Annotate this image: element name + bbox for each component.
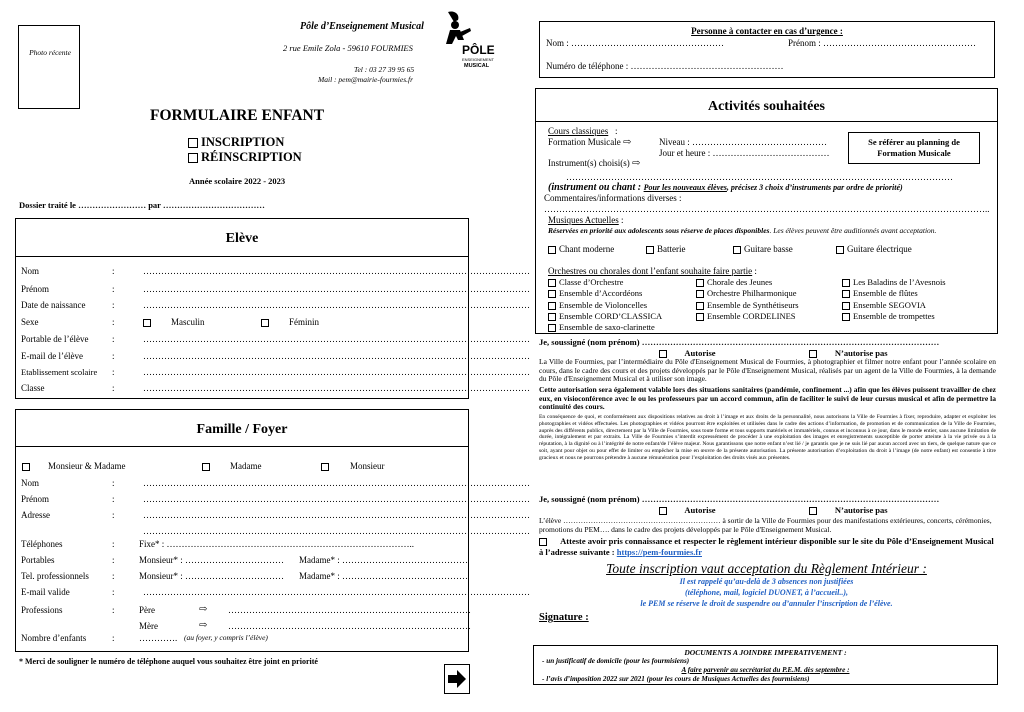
planning-note-text: Se référer au planning de Formation Musicale [868, 137, 960, 158]
checkbox-icon[interactable] [548, 279, 556, 287]
photo-box [18, 25, 80, 109]
mere-label: Mère [139, 621, 158, 631]
masculin-option[interactable] [143, 317, 154, 327]
portable-monsieur[interactable]: Monsieur* : …………………………… [139, 555, 284, 565]
orch-item[interactable]: Chorale des Jeunes [696, 277, 799, 288]
org-address: 2 rue Emile Zola - 59610 FOURMIES [283, 43, 413, 53]
comments-label: Commentaires/informations diverses : [544, 193, 682, 203]
checkbox-icon[interactable] [842, 279, 850, 287]
field-label: Portables [21, 555, 55, 565]
planning-note [848, 132, 980, 164]
fm-label: Formation Musicale [548, 137, 621, 147]
autorisation-p2: Cette autorisation sera également valable lors des situations sanitaires (pandémie, confinement ...) afin que les élèves puissent travailler de chez eux, en visioconférence avec le ou les professeurs par un accord commun, afin de faciliter le suivi de leur cursus musical et afin de permettre la continuité des cours. [539, 385, 996, 411]
madame-label: Madame [230, 461, 262, 471]
documents-line-2: A faire parvenir au secrétariat du P.E.M. dès septembre : [681, 666, 850, 674]
checkbox-icon[interactable] [548, 246, 556, 254]
checkbox-icon[interactable] [548, 290, 556, 298]
urgence-nom[interactable]: Nom : …………………………………………… [546, 38, 725, 48]
org-mail: Mail : pem@mairie-fourmies.fr [318, 75, 414, 84]
enfants-value[interactable]: …………. [139, 633, 178, 643]
ma-chant[interactable]: Chant moderne [548, 244, 614, 254]
orchestres: Orchestres ou chorales dont l’enfant souhaite faire partie : [548, 266, 757, 276]
documents-section [533, 645, 998, 685]
reinscription-label: RÉINSCRIPTION [201, 150, 302, 164]
jour-field[interactable]: Jour et heure : ………………………………… [659, 148, 830, 158]
orch-item[interactable]: Ensemble CORD’CLASSICA [548, 311, 662, 322]
feminin-label: Féminin [289, 317, 320, 327]
urgence-tel[interactable]: Numéro de téléphone : …………………………………………… [546, 61, 784, 71]
site-link[interactable]: https://pem-fourmies.fr [616, 546, 702, 557]
orch-col3 [842, 277, 946, 322]
checkbox-icon[interactable] [696, 313, 704, 321]
instrument-field[interactable] [548, 158, 640, 169]
tel-pro-madame[interactable]: Madame* : …………………………………… [299, 571, 468, 581]
checkbox-icon[interactable] [261, 319, 269, 327]
autorisation-p1: La Ville de Fourmies, par l’intermédiaire du Pôle d'Enseignement Musical de Fourmies, à photographier et filmer notre enfant pour l’année scolaire en cours, dans le cadre des cours et des projets développés par le Pôle d'Enseignement Musical, réalisés par un agent de la Ville de Fourmies, à la demande du Pôle d'Enseignement Musical et à utiliser son image. [539, 357, 996, 383]
field-label: E-mail de l’élève [21, 351, 83, 361]
sortie-text: L’élève ……………………………………………………… à sortir de la Ville de Fourmies pour des manifestations extérieures, concerts, cérémonies, promotions du PEM…. dans le cadre des projets développés par le Pôle d'Enseignement Musical. [539, 516, 992, 534]
enfants-note: (au foyer, y compris l’élève) [184, 633, 268, 642]
niveau-field[interactable]: Niveau : ……………………………………… [659, 137, 827, 147]
divider [16, 256, 468, 257]
field-label: Nom [21, 266, 39, 276]
mr-mme-option[interactable] [22, 461, 33, 471]
ma-guitare-electrique[interactable]: Guitare électrique [836, 244, 912, 254]
field-label: Téléphones [21, 539, 63, 549]
orch-item[interactable]: Ensemble CORDELINES [696, 311, 799, 322]
field-label: Date de naissance [21, 300, 86, 310]
monsieur-option[interactable] [321, 461, 332, 471]
inscription-label: INSCRIPTION [201, 135, 285, 149]
documents-title: DOCUMENTS A JOINDRE IMPERATIVEMENT : [684, 648, 847, 657]
checkbox-icon[interactable] [646, 246, 654, 254]
svg-text:ENSEIGNEMENT: ENSEIGNEMENT [462, 57, 495, 62]
absences-2: (téléphone, mail, logiciel DUONET, à l’accueil..), [684, 588, 848, 597]
reglement-title: Toute inscription vaut acceptation du Règlement Intérieur : [606, 561, 927, 576]
eleve-section: Elève Nom : ………………………………………………………………………………………………………………… Prénom : ………………………………………………………………………………………………………………… Date de naissance : ………………………………………………………………………………………………………………… Sexe : Masculin Féminin Portable de l’élève : ………………………………………………………………………………………………………………… E-mail de l’élève : ………………………………………………………………………………………………………………… Etablissement scolaire : ………………………………………………………………………………………………………………… Classe : ………………………………………………………………………………………………………………… [15, 218, 469, 399]
portable-madame[interactable]: Madame* : …………………………………… [299, 555, 468, 565]
arrow-right-icon: ⇨ [199, 620, 208, 631]
pere-label: Père [139, 605, 155, 615]
phone-footnote: * Merci de souligner le numéro de téléphone auquel vous souhaitez être joint en priorité [19, 657, 318, 666]
soussigne-2[interactable]: Je, soussigné (nom prénom) …………………………………………………………………………………………… [539, 494, 940, 504]
instr-label: Instrument(s) choisi(s) [548, 158, 630, 168]
orch-item[interactable]: Ensemble de saxo-clarinette [548, 322, 662, 333]
divider [536, 121, 997, 122]
dossier-line[interactable]: Dossier traité le …………………… par ……………………………… [19, 200, 265, 210]
field-label: Portable de l’élève [21, 334, 89, 344]
absences-3: le PEM se réserve le droit de suspendre ou d’annuler l’inscription de l’élève. [640, 599, 893, 608]
field-label: Prénom [21, 284, 49, 294]
arrow-right-icon: ⇨ [631, 158, 641, 169]
checkbox-icon[interactable] [22, 463, 30, 471]
musiques-note: Réservées en priorité aux adolescents sous réserve de places disponibles. Les élèves peuvent être auditionnés avant acceptation. [548, 226, 937, 235]
checkbox-icon[interactable] [548, 313, 556, 321]
photo-label: Photo récente [29, 48, 71, 57]
field-label: E-mail valide [21, 587, 70, 597]
orch-item[interactable]: Ensemble d’Accordéons [548, 288, 662, 299]
masculin-label: Masculin [171, 317, 205, 327]
documents-line-1: - un justificatif de domicile (pour les fourmisiens) [542, 657, 690, 665]
autorise-option-1[interactable]: Autorise [659, 348, 716, 358]
checkbox-icon[interactable] [188, 138, 198, 148]
orch-item[interactable]: Classe d’Orchestre [548, 277, 662, 288]
checkbox-icon[interactable] [696, 279, 704, 287]
famille-title: Famille / Foyer [196, 422, 288, 437]
next-page-button[interactable] [444, 664, 470, 694]
famille-section: Famille / Foyer Monsieur & Madame Madame Monsieur Nom : ………………………………………………………………………………………………………………… Prénom : ………………………………………………………………………………………………………………… Adresse : ………………………………………………………………………………………………………………… ………………………………………………………………………………………………………………… Téléphones : Fixe* : ……………………………………………………………………….. Portables : Monsieur* : …………………………… Madame* : …………………………………… Tel. professionnels : Monsieur* : …………………………… Madame* : …………………………………… E-mail valide : ………………………………………………………………………………………………………………… Professions : Père ⇨ ……………………………………………………………………… Mère ⇨ ……………………………………………………………………… Nombre d’enfants : …………. (au foyer, y compris l’élève) [15, 409, 469, 652]
checkbox-icon[interactable] [548, 302, 556, 310]
urgence-prenom[interactable]: Prénom : …………………………………………… [788, 38, 976, 48]
musiques-actuelles: Musiques Actuelles : [548, 215, 624, 225]
field-label: Prénom [21, 494, 49, 504]
divider [16, 446, 468, 447]
field-label: Nom [21, 478, 39, 488]
field-label: Classe [21, 383, 45, 393]
orch-item[interactable]: Ensemble de trompettes [842, 311, 946, 322]
field-label: Adresse [21, 510, 50, 520]
checkbox-icon[interactable] [659, 507, 667, 515]
field-label: Nombre d’enfants [21, 633, 87, 643]
cours-label: Cours classiques [548, 126, 609, 136]
nautorise-option-1[interactable]: N’autorise pas [809, 348, 888, 358]
checkbox-icon[interactable] [202, 463, 210, 471]
svg-text:PÔLE: PÔLE [462, 43, 495, 57]
activites-section [535, 88, 998, 334]
field-label: Professions [21, 605, 63, 615]
reglement-attest[interactable]: Atteste avoir pris connaissance et respecter le règlement intérieur disponible sur le site du Pôle d’Enseignement Musical à l’adresse suivante : https://pem-fourmies.fr [539, 536, 994, 557]
signature-label[interactable]: Signature : [539, 612, 589, 623]
org-name: Pôle d’Enseignement Musical [300, 21, 424, 32]
checkbox-icon[interactable] [548, 324, 556, 332]
checkbox-icon[interactable] [539, 538, 547, 546]
soussigne-1[interactable]: Je, soussigné (nom prénom) …………………………………………………………………………………………… [539, 337, 940, 347]
instrument-dots[interactable]: ………………………………………………………………………………………………………………… [566, 172, 953, 182]
checkbox-icon[interactable] [842, 290, 850, 298]
field-label: Sexe [21, 317, 39, 327]
form-title: FORMULAIRE ENFANT [150, 107, 325, 124]
ma-guitare-basse[interactable]: Guitare basse [733, 244, 793, 254]
instrument-note: (instrument ou chant : Pour les nouveaux élèves, précisez 3 choix d’instruments par ordre de priorité) [548, 182, 903, 193]
checkbox-icon[interactable] [696, 302, 704, 310]
checkbox-icon[interactable] [836, 246, 844, 254]
arrow-right-icon: ⇨ [623, 137, 632, 148]
activites-title: Activités souhaitées [707, 99, 826, 114]
checkbox-icon[interactable] [143, 319, 151, 327]
orch-col1 [548, 277, 662, 333]
pem-logo [440, 10, 495, 72]
checkbox-icon[interactable] [842, 313, 850, 321]
comments-field[interactable]: ………………………………………………………………………………………………………………………………….. [544, 204, 990, 214]
ma-batterie[interactable]: Batterie [646, 244, 686, 254]
madame-option[interactable] [202, 461, 213, 471]
field-label: Etablissement scolaire [21, 367, 98, 377]
inscription-option[interactable] [188, 135, 284, 150]
autorise-option-2[interactable]: Autorise [659, 505, 716, 515]
orch-item[interactable]: Ensemble SEGOVIA [842, 300, 946, 311]
nautorise-option-2[interactable]: N’autorise pas [809, 505, 888, 515]
autorisation-p3: En conséquence de quoi, et conformément aux dispositions relatives au droit à l’image et aux droits de la personnalité, nous autorisons la Ville de Fourmies à fixer, reproduire, adapter et exploiter les photographies et vidéos effectuées. Les photographies et vidéos pourront être exploitées et utilisées dans le cadre des actions d’information, de promotion et de communication de la Ville de Fourmies, auprès des différents publics, directement par la Ville de Fourmies, sous toute forme et tous supports matériels et immatériels, connus et inconnus à ce jour, dans le monde entier, sans aucune limitation de durée, intégralement et par extraits. La Ville de Fourmies s’interdit expressément de procéder à une exploitation des images et enregistrements susceptible de porter atteinte à la vie privée ou à la réputation, à la dignité ou à l’intégrité de notre enfant/de l’élève majeur. Nous garantissons que notre enfant n’est lié / je garantis que je ne suis lié par aucun accord avec un tiers, de quelque nature que ce soit, ayant pour objet ou pour effet de limiter ou empêcher la mise en œuvre de la présente autorisation. La présente autorisation d’exploitation du droit à l’image (de notre enfant) est consentie à titre gracieux et nous ne pourrons prétendre à aucune rémunération pour l’exploitation des droits visés aux présentes. [539, 414, 996, 461]
orch-item[interactable]: Orchestre Philharmonique [696, 288, 799, 299]
reinscription-option[interactable] [188, 150, 302, 165]
org-tel: Tel : 03 27 39 95 65 [354, 65, 415, 74]
school-year: Année scolaire 2022 - 2023 [189, 176, 286, 186]
orch-item[interactable]: Ensemble de Violoncelles [548, 300, 662, 311]
mr-mme-label: Monsieur & Madame [48, 461, 126, 471]
checkbox-icon[interactable] [696, 290, 704, 298]
arrow-right-icon: ⇨ [199, 604, 208, 615]
orch-col2 [696, 277, 799, 322]
field-label: Tel. professionnels [21, 571, 89, 581]
checkbox-icon[interactable] [733, 246, 741, 254]
absences-1: Il est rappelé qu’au-delà de 3 absences non justifiées [679, 577, 854, 586]
tel-pro-monsieur[interactable]: Monsieur* : …………………………… [139, 571, 284, 581]
orch-item[interactable]: Ensemble de Synthétiseurs [696, 300, 799, 311]
checkbox-icon[interactable] [188, 153, 198, 163]
formation-musicale [548, 137, 631, 148]
eleve-title: Elève [225, 231, 259, 246]
checkbox-icon[interactable] [321, 463, 329, 471]
monsieur-label: Monsieur [350, 461, 385, 471]
fixe-value[interactable]: Fixe* : ……………………………………………………………………….. [139, 539, 415, 549]
orch-item[interactable]: Ensemble de flûtes [842, 288, 946, 299]
checkbox-icon[interactable] [842, 302, 850, 310]
urgence-title: Personne à contacter en cas d’urgence : [691, 26, 843, 36]
documents-line-3: - l’avis d’imposition 2022 sur 2021 (pour les cours de Musiques Actuelles des fourmisiens) [542, 675, 810, 683]
svg-text:MUSICAL: MUSICAL [464, 63, 490, 69]
urgence-section [539, 21, 995, 78]
feminin-option[interactable] [261, 317, 272, 327]
checkbox-icon[interactable] [809, 507, 817, 515]
orch-item[interactable]: Les Baladins de l’Avesnois [842, 277, 946, 288]
arrow-right-icon [445, 665, 469, 693]
cours-classiques: Cours classiques : [548, 126, 618, 136]
